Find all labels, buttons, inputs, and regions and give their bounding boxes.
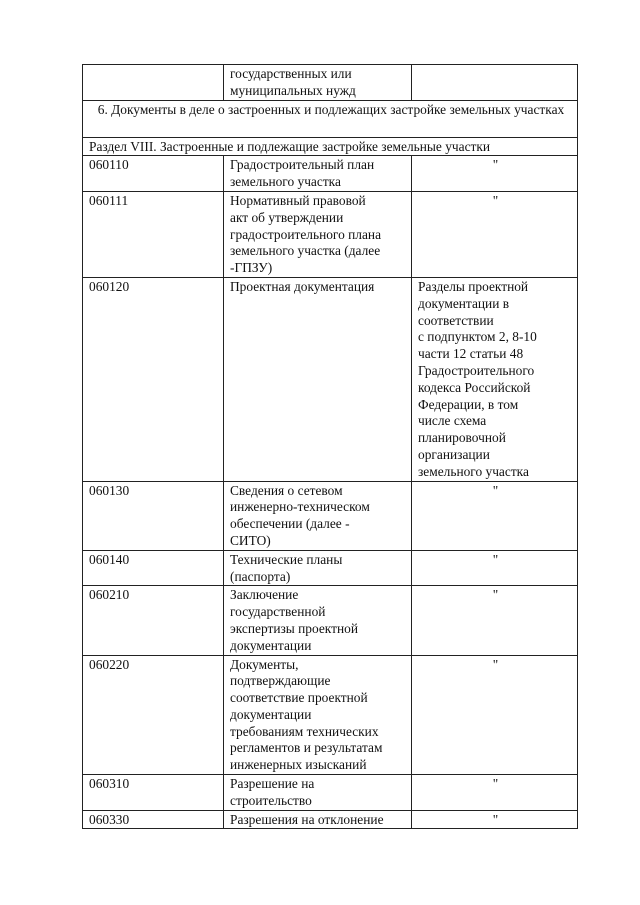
table-row (83, 156, 578, 192)
cell-code (83, 65, 224, 101)
table-row (83, 191, 578, 277)
section-heading: 6. Документы в деле о застроенных и подлежащих застройке земельных участках (83, 100, 578, 137)
cell-note-ditto: " (412, 586, 578, 655)
cell-name: Градостроительный план земельного участка (224, 156, 412, 192)
cell-note-ditto: " (412, 191, 578, 277)
table-row (83, 775, 578, 811)
cell-name: Разрешение на строительство (224, 775, 412, 811)
cell-code: 060120 (83, 277, 224, 481)
cell-note-ditto: " (412, 481, 578, 550)
cell-code: 060140 (83, 550, 224, 586)
cell-note (412, 65, 578, 101)
cell-note-ditto: " (412, 156, 578, 192)
cell-name: Заключение государственной экспертизы проектной документации (224, 586, 412, 655)
section-heading-row (83, 100, 578, 137)
cell-note-ditto: " (412, 550, 578, 586)
cell-note: Разделы проектной документации в соответствии с подпунктом 2, 8-10 части 12 статьи 48 Градостроительного кодекса Российской Федерации, в том числе схема планировочной организации земельного участка (412, 277, 578, 481)
cell-name: Сведения о сетевом инженерно-техническом обеспечении (далее - СИТО) (224, 481, 412, 550)
cell-code: 060111 (83, 191, 224, 277)
cell-name: Разрешения на отклонение (224, 810, 412, 829)
cell-code: 060130 (83, 481, 224, 550)
table-row-top (83, 65, 578, 101)
cell-code: 060220 (83, 655, 224, 775)
cell-note-ditto: " (412, 775, 578, 811)
table-row (83, 277, 578, 481)
cell-code: 060110 (83, 156, 224, 192)
cell-name: Нормативный правовой акт об утверждении градостроительного плана земельного участка (далее -ГПЗУ) (224, 191, 412, 277)
cell-note-ditto: " (412, 810, 578, 829)
cell-name: государственных или муниципальных нужд (224, 65, 412, 101)
cell-name: Технические планы (паспорта) (224, 550, 412, 586)
table-row (83, 586, 578, 655)
cell-name: Документы, подтверждающие соответствие проектной документации требованиям технических регламентов и результатам инженерных изысканий (224, 655, 412, 775)
cell-code: 060310 (83, 775, 224, 811)
table-row (83, 810, 578, 829)
subsection-heading: Раздел VIII. Застроенные и подлежащие застройке земельные участки (83, 137, 578, 156)
cell-code: 060330 (83, 810, 224, 829)
cell-note-ditto: " (412, 655, 578, 775)
cell-name: Проектная документация (224, 277, 412, 481)
subsection-heading-row (83, 137, 578, 156)
table-row (83, 481, 578, 550)
table-row (83, 655, 578, 775)
documents-table (82, 64, 578, 829)
table-row (83, 550, 578, 586)
cell-code: 060210 (83, 586, 224, 655)
